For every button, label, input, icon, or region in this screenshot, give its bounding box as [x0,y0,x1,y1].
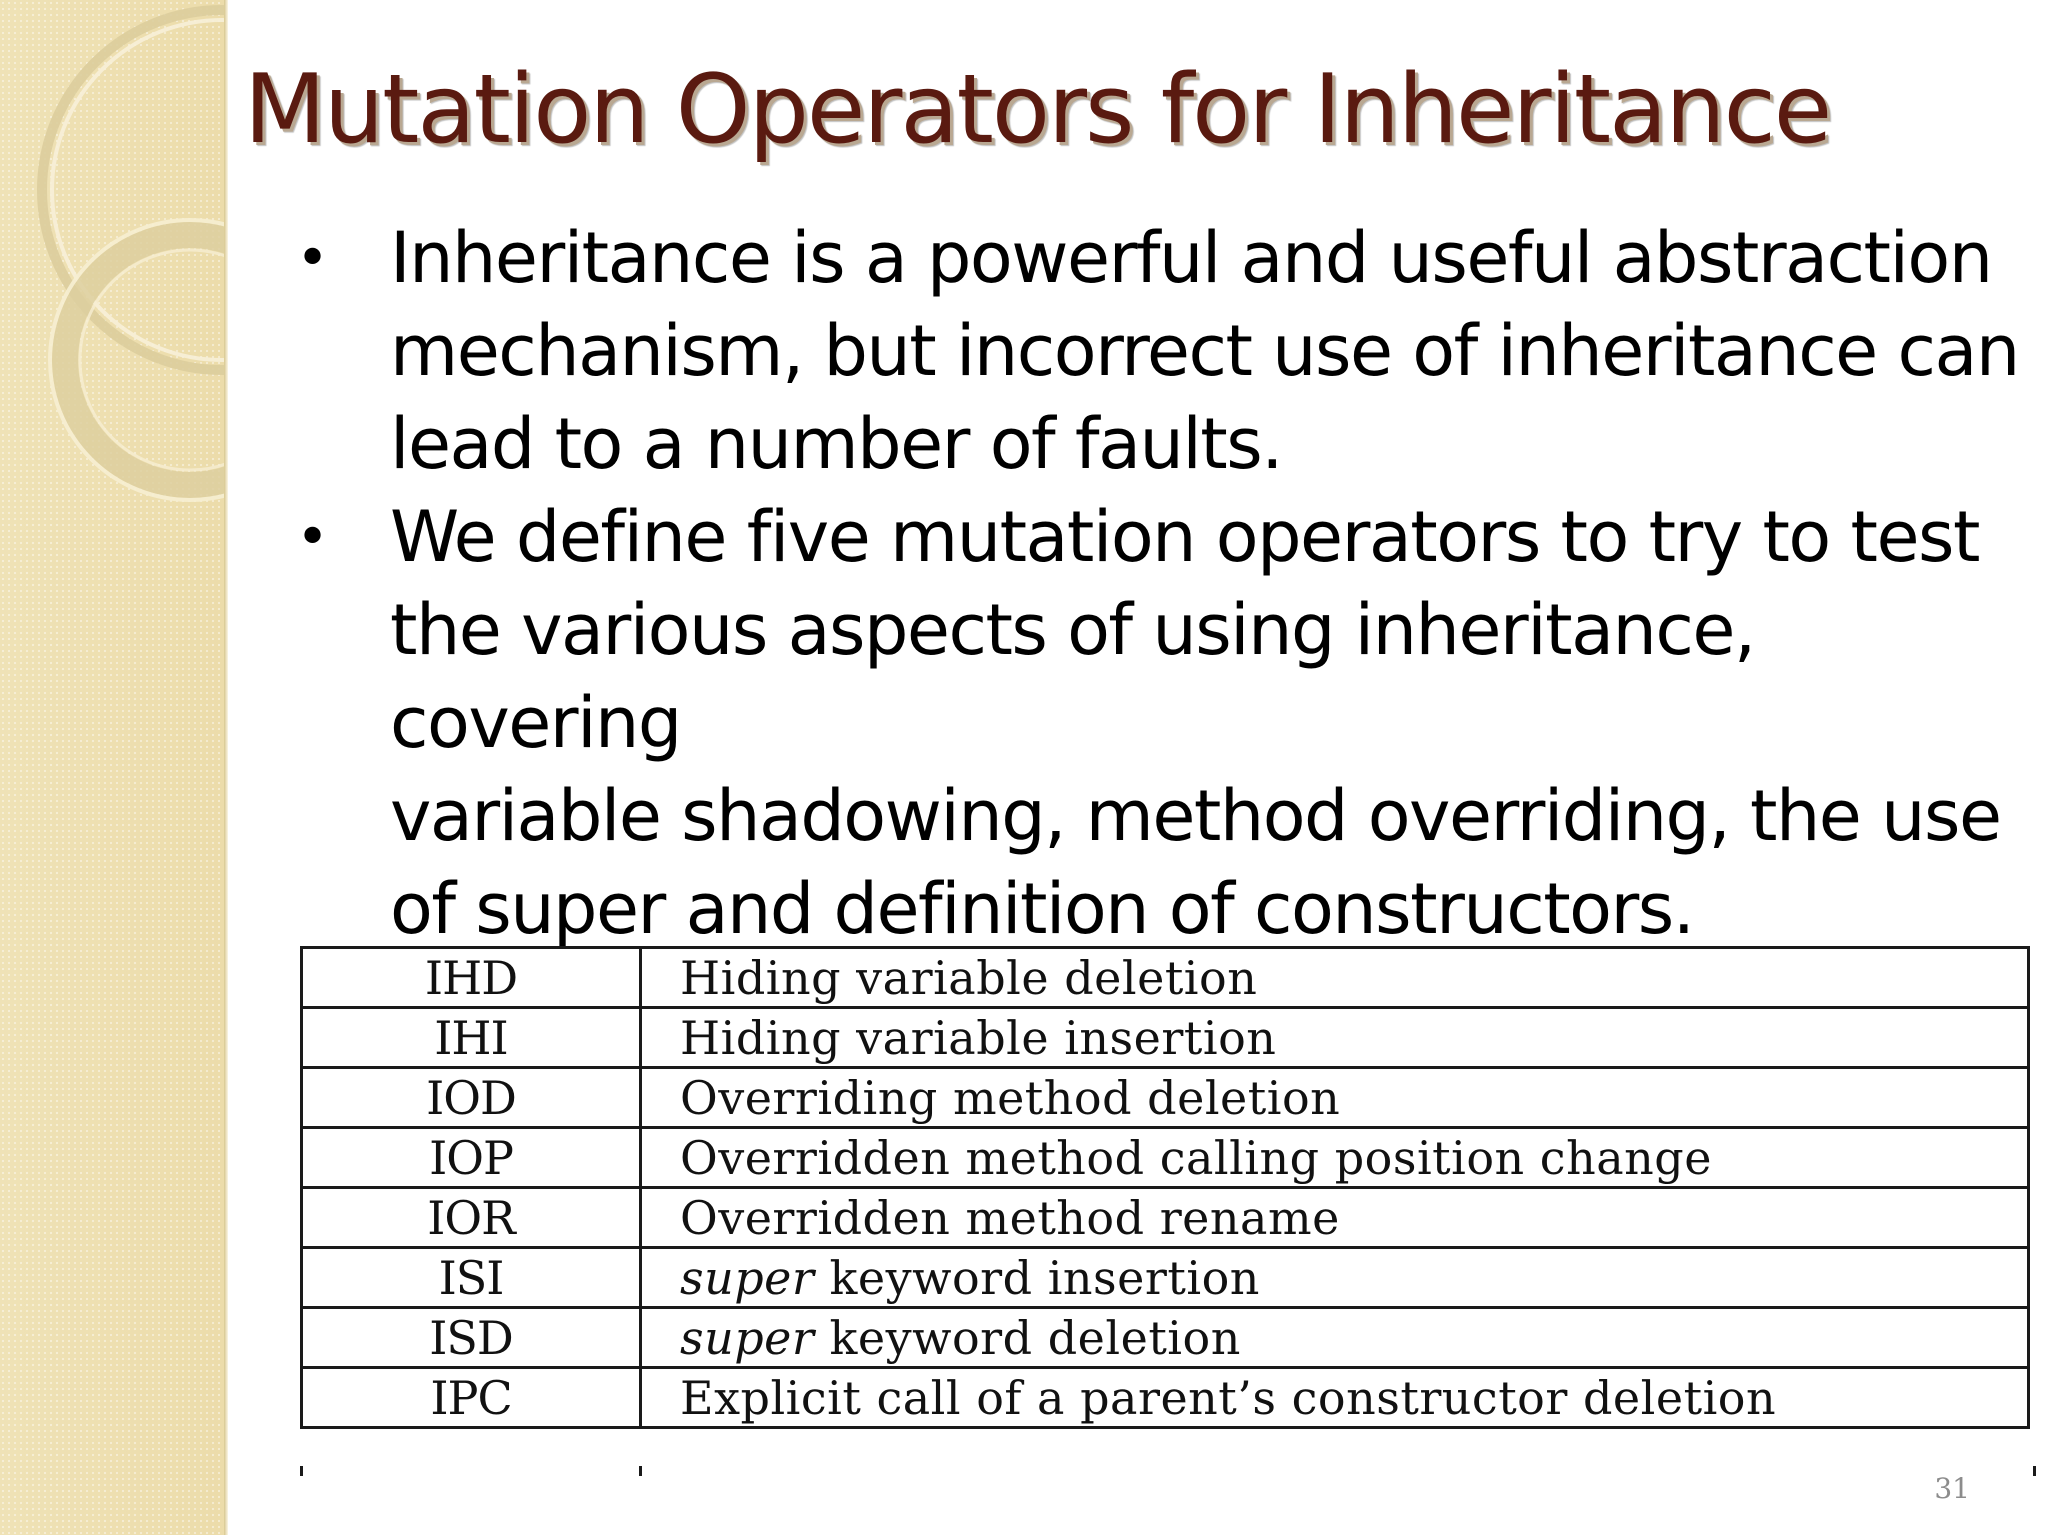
table-divider [639,1466,642,1476]
operator-code: ISD [302,1308,641,1368]
operator-description [641,1008,2029,1068]
operator-description-text: keyword insertion [814,1250,1260,1305]
table-row [302,1308,2029,1368]
bullet-line: mechanism, but incorrect use of inheritance can [390,310,2019,392]
operator-description-text: Explicit call of a parent’s constructor deletion [680,1370,1777,1425]
bullet-item [290,491,2030,956]
operator-description-text: Hiding variable deletion [680,950,1258,1005]
bullet-line: We define five mutation operators to try to test [390,496,1979,578]
table-row [302,1188,2029,1248]
operator-code: IHD [302,948,641,1008]
table-cutoff-row [300,1466,2036,1476]
operator-description-text: Overridden method calling position change [680,1130,1712,1185]
bullet-text [390,212,2030,491]
bullet-line: the various aspects of using inheritance, [390,589,1755,671]
bullet-line: variable shadowing, method overriding, the use [390,775,2001,857]
table-row [302,948,2029,1008]
operator-description [641,1068,2029,1128]
sidebar-edge [224,0,228,1535]
operator-code: IHI [302,1008,641,1068]
operator-description [641,1248,2029,1308]
operator-code: IOR [302,1188,641,1248]
operator-description-text: Overriding method deletion [680,1070,1341,1125]
table-row [302,1068,2029,1128]
table-row [302,1368,2029,1428]
operator-description [641,948,2029,1008]
bullet-line: of super and definition of constructors. [390,868,1694,950]
operator-description-text: keyword deletion [814,1310,1241,1365]
bullet-line: lead to a number of faults. [390,403,1282,485]
bullet-list [290,212,2030,956]
slide-number: 31 [1934,1472,1970,1505]
operator-code: IOP [302,1128,641,1188]
bullet-text [390,491,2030,956]
decorative-rings-icon [0,0,228,520]
table-row [302,1248,2029,1308]
bullet-item [290,212,2030,491]
bullet-line: Inheritance is a powerful and useful abstraction [390,217,1992,299]
decorative-sidebar [0,0,228,1535]
slide-title: Mutation Operators for Inheritance [244,55,1831,165]
operator-description [641,1128,2029,1188]
bullet-dot-icon: • [296,226,328,291]
operator-description [641,1308,2029,1368]
bullet-line: covering [390,682,681,764]
operator-code: IPC [302,1368,641,1428]
mutation-operators-table [300,946,2030,1429]
operator-code: ISI [302,1248,641,1308]
table-row [302,1128,2029,1188]
table-row [302,1008,2029,1068]
operator-keyword: super [680,1310,815,1365]
operator-description [641,1188,2029,1248]
operator-description [641,1368,2029,1428]
operator-description-text: Hiding variable insertion [680,1010,1277,1065]
bullet-dot-icon: • [296,505,328,570]
operator-description-text: Overridden method rename [680,1190,1340,1245]
operator-code: IOD [302,1068,641,1128]
operator-keyword: super [680,1250,815,1305]
